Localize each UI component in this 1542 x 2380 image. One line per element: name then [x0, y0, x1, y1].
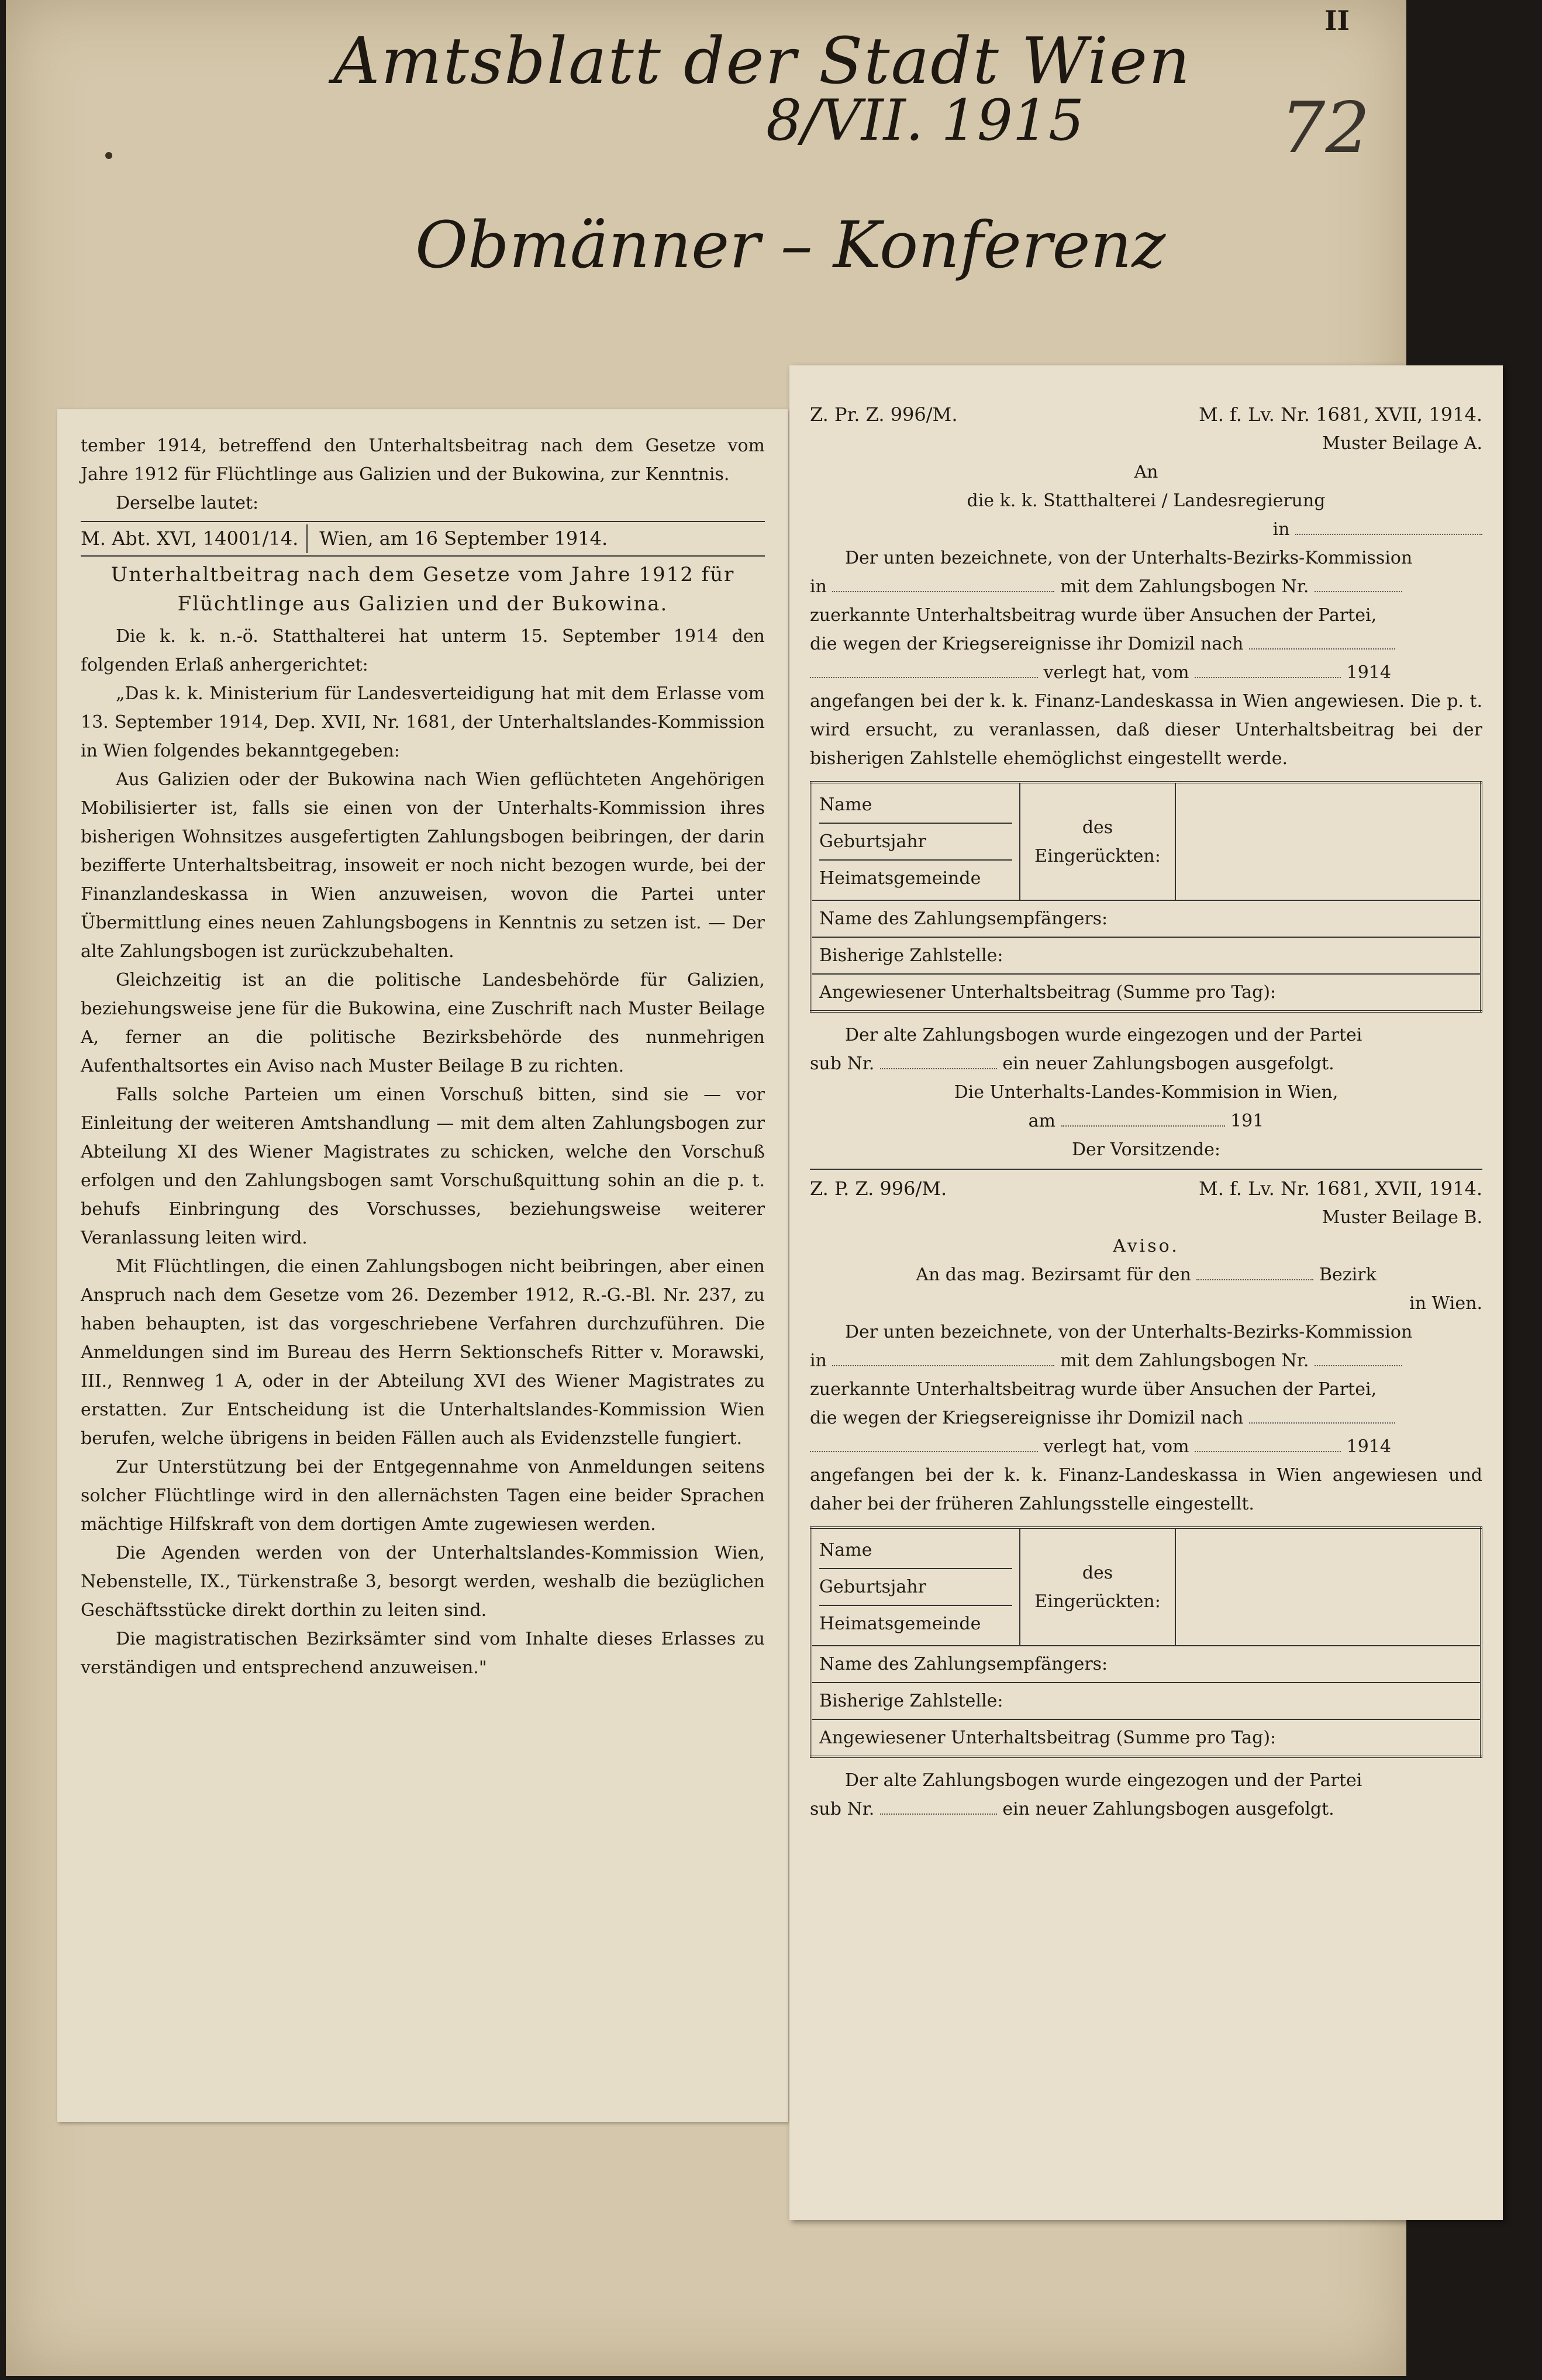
blank-line	[1295, 534, 1482, 535]
form-b-body-2-post: mit dem Zahlungsbogen Nr.	[1060, 1350, 1309, 1371]
form-a-body-3: zuerkannte Unterhaltsbeitrag wurde über Ansuchen der Partei,	[810, 605, 1377, 626]
left-column	[81, 431, 765, 1682]
form-a-label-recipient: Name des Zahlungsempfängers:	[811, 900, 1481, 937]
form-b-closing-2-pre: sub Nr.	[810, 1799, 875, 1819]
paragraph: Falls solche Parteien um einen Vorschuß bitten, sind sie — vor Einleitung der weiteren Amtshandlung — mit dem alten Zahlungsbogen zur Abteilung XI des Wiener Magistrates zu schicken, welche den Vorschuß erfolgen und den Zahlungsbogen samt Vorschußquittung sohin an die p. t. behufs Einbringung des Vorschusses, beziehungsweise weiterer Veranlassung leiten wird.	[81, 1084, 765, 1248]
form-a-in: in	[1272, 519, 1290, 540]
form-a-in-line	[810, 515, 1482, 544]
paragraph: Die magistratischen Bezirksämter sind vom Inhalte dieses Erlasses zu verständigen und entsprechend anzuweisen."	[81, 1629, 765, 1678]
form-b-label-previous-office: Bisherige Zahlstelle:	[811, 1683, 1481, 1719]
form-a-body-1: Der unten bezeichnete, von der Unterhalts-Bezirks-Kommission	[845, 548, 1413, 568]
form-a-closing-2-pre: sub Nr.	[810, 1053, 875, 1074]
blank-line	[832, 1365, 1054, 1366]
handwritten-page-number: 72	[1281, 88, 1370, 169]
form-a-body-4-text: die wegen der Kriegsereignisse ihr Domizil nach	[810, 634, 1244, 654]
paragraph: Zur Unterstützung bei der Entgegennahme von Anmeldungen seitens solcher Flüchtlinge wird in den allernächsten Tagen eine beider Sprachen mächtige Hilfskraft von dem dortigen Amte zugewiesen werden.	[81, 1457, 765, 1535]
form-a-empty-cell	[1175, 782, 1481, 900]
form-a-label-drafted: Eingerückten:	[1034, 845, 1161, 866]
right-column	[810, 400, 1482, 1823]
form-a-person-labels	[811, 782, 1020, 900]
form-b-label-des: des	[1082, 1562, 1113, 1583]
form-b-person-labels	[811, 1528, 1020, 1646]
form-b-body-4	[810, 1404, 1482, 1432]
form-b-body-3: zuerkannte Unterhaltsbeitrag wurde über Ansuchen der Partei,	[810, 1379, 1377, 1400]
form-b-label-recipient: Name des Zahlungsempfängers:	[811, 1646, 1481, 1683]
form-b-body-2	[810, 1346, 1482, 1375]
blank-line	[880, 1068, 997, 1069]
form-a-date-pre: am	[1028, 1111, 1055, 1131]
blank-line	[880, 1814, 997, 1815]
form-b-closing-2	[810, 1795, 1482, 1823]
lead-text: Derselbe lautet:	[116, 493, 259, 513]
form-a-commission: Die Unterhalts-Landes-Kommision in Wien,	[954, 1082, 1339, 1103]
form-b-body-5-text: verlegt hat, vom	[1043, 1436, 1189, 1457]
intro-text: tember 1914, betreffend den Unterhaltsbeitrag nach dem Gesetze vom Jahre 1912 für Flüchtlinge aus Galizien und der Bukowina, zur Kenntnis.	[81, 436, 765, 485]
paragraph: Die Agenden werden von der Unterhaltslandes-Kommission Wien, Nebenstelle, IX., Türkenstraße 3, besorgt werden, weshalb die bezüglichen Geschäftsstücke direkt dorthin zu leiten sind.	[81, 1543, 765, 1621]
form-b-body-4-text: die wegen der Kriegsereignisse ihr Domizil nach	[810, 1408, 1244, 1428]
form-a-closing-2	[810, 1049, 1482, 1078]
form-b-label-amount: Angewiesener Unterhaltsbeitrag (Summe pro Tag):	[811, 1719, 1481, 1757]
paragraph: Gleichzeitig ist an die politische Landesbehörde für Galizien, beziehungsweise jene für die Bukowina, eine Zuschrift nach Muster Beilage A, ferner an die politische Bezirksbehörde des nunmehrigen Aufenthaltsortes ein Aviso nach Muster Beilage B zu richten.	[81, 970, 765, 1076]
form-a-addressee-option1: Statthalterei	[1043, 490, 1156, 511]
handwritten-title: Amtsblatt der Stadt Wien	[333, 23, 1191, 98]
form-b-body-1: Der unten bezeichnete, von der Unterhalts-Bezirks-Kommission	[845, 1322, 1413, 1342]
reference-line	[81, 521, 765, 557]
form-a-to: An	[1134, 462, 1158, 482]
blank-line	[1195, 677, 1341, 678]
form-b-address-post: Bezirk	[1319, 1265, 1377, 1285]
newspaper-clipping-right	[789, 365, 1503, 2220]
form-b-year: 1914	[1346, 1436, 1391, 1457]
blank-line	[1315, 591, 1402, 592]
form-a-body-6: angefangen bei der k. k. Finanz-Landeskassa in Wien angewiesen. Die p. t. wird ersucht, zu veranlassen, daß dieser Unterhaltsbeitrag bei der bisherigen Zahlstelle ehemöglichst eingestellt werde.	[810, 691, 1482, 769]
blank-line	[1249, 648, 1395, 650]
form-b-label-birth-year: Geburtsjahr	[819, 1569, 1012, 1606]
ink-dot	[105, 152, 112, 159]
paragraph: Mit Flüchtlingen, die einen Zahlungsbogen nicht beibringen, aber einen Anspruch nach dem Gesetze vom 26. Dezember 1912, R.-G.-Bl. Nr. 237, zu haben behaupten, ist das vorgeschriebene Verfahren durchzuführen. Die Anmeldungen sind im Bureau des Herrn Sektionschefs Ritter v. Morawski, III., Rennweg 1 A, oder in der Abteilung XVI des Wiener Magistrates zu erstatten. Zur Entscheidung ist die Unterhaltslandes-Kommission Wien berufen, welche übrigens in beiden Fällen auch als Evidenzstelle fungiert.	[81, 1256, 765, 1449]
form-a-body-2	[810, 572, 1482, 601]
blank-line	[810, 1451, 1038, 1452]
form-b-address-pre: An das mag. Bezirsamt für den	[916, 1265, 1191, 1285]
form-a-closing-1: Der alte Zahlungsbogen wurde eingezogen und der Partei	[845, 1025, 1362, 1045]
form-a-date-year: 191	[1230, 1111, 1264, 1131]
form-a-closing-2-post: ein neuer Zahlungsbogen ausgefolgt.	[1002, 1053, 1334, 1074]
form-a-drafted-cell	[1020, 782, 1175, 900]
form-a-label-name: Name	[819, 787, 1012, 824]
form-a-label-home: Heimatsgemeinde	[819, 868, 981, 889]
blank-line	[810, 677, 1038, 678]
form-b-label-drafted: Eingerückten:	[1034, 1591, 1161, 1612]
form-b-header	[810, 1175, 1482, 1203]
form-a-body-4	[810, 630, 1482, 658]
paragraph: „Das k. k. Ministerium für Landesverteidigung hat mit dem Erlasse vom 13. September 1914, Dep. XVII, Nr. 1681, der Unterhaltslandes-Kommission in Wien folgendes bekanntgegeben:	[81, 683, 765, 761]
form-a-table	[810, 781, 1482, 1013]
decree-heading: Unterhaltbeitrag nach dem Gesetze vom Jahre 1912 für Flüchtlinge aus Galizien und der Bukowina.	[111, 563, 735, 616]
handwritten-date: 8/VII. 1915	[766, 88, 1084, 153]
form-a-ref-right: M. f. Lv. Nr. 1681, XVII, 1914.	[1198, 403, 1482, 426]
form-b-empty-cell	[1175, 1528, 1481, 1646]
form-a-body-2-post: mit dem Zahlungsbogen Nr.	[1060, 576, 1309, 597]
form-b-closing-1: Der alte Zahlungsbogen wurde eingezogen und der Partei	[845, 1770, 1362, 1791]
form-b-drafted-cell	[1020, 1528, 1175, 1646]
form-a-body-5	[810, 658, 1482, 687]
form-b-address-city: in Wien.	[1409, 1293, 1482, 1314]
form-b-ref-right: M. f. Lv. Nr. 1681, XVII, 1914.	[1198, 1177, 1482, 1200]
form-a-year: 1914	[1346, 662, 1391, 683]
form-b-body-5	[810, 1432, 1482, 1461]
form-a-label-previous-office: Bisherige Zahlstelle:	[811, 937, 1481, 974]
form-b-table	[810, 1526, 1482, 1758]
form-a-body-2-pre: in	[810, 576, 827, 597]
blank-line	[1196, 1279, 1313, 1280]
form-b-address	[810, 1260, 1482, 1289]
form-separator	[810, 1169, 1482, 1170]
paragraph: Die k. k. n.-ö. Statthalterei hat unterm 15. September 1914 den folgenden Erlaß anhergerichtet:	[81, 626, 765, 675]
form-b-sample-label: Muster Beilage B.	[1322, 1207, 1482, 1228]
form-a-chairman: Der Vorsitzende:	[1072, 1139, 1220, 1160]
blank-line	[1061, 1125, 1225, 1127]
form-a-label-birth-year: Geburtsjahr	[819, 824, 1012, 861]
form-a-label-amount: Angewiesener Unterhaltsbeitrag (Summe pro Tag):	[811, 974, 1481, 1011]
blank-line	[1195, 1451, 1341, 1452]
form-a-addressee-prefix: die k. k.	[967, 490, 1038, 511]
form-a-sample-label: Muster Beilage A.	[1322, 433, 1482, 454]
form-a-header	[810, 400, 1482, 429]
newspaper-clipping-left	[57, 409, 788, 2122]
form-a-addressee: die k. k. Statthalterei / Landesregierung	[967, 490, 1326, 511]
handwritten-subject: Obmänner – Konferenz	[415, 208, 1166, 282]
form-b-title: Aviso.	[1113, 1236, 1179, 1256]
form-a-ref-left: Z. Pr. Z. 996/M.	[810, 403, 958, 426]
blank-line	[1315, 1365, 1402, 1366]
form-b-closing-2-post: ein neuer Zahlungsbogen ausgefolgt.	[1002, 1799, 1334, 1819]
form-b-label-name: Name	[819, 1532, 1012, 1569]
corner-mark: II	[1324, 5, 1350, 36]
form-a-addressee-option2: Landesregierung	[1173, 490, 1326, 511]
reference-number: M. Abt. XVI, 14001/14.	[81, 524, 308, 553]
blank-line	[1249, 1422, 1395, 1424]
form-a-body-5-text: verlegt hat, vom	[1043, 662, 1189, 683]
form-a-label-des: des	[1082, 817, 1113, 838]
form-a-date-line	[810, 1107, 1482, 1135]
form-b-body-6: angefangen bei der k. k. Finanz-Landeskassa in Wien angewiesen und daher bei der früheren Zahlungsstelle eingestellt.	[810, 1465, 1482, 1514]
form-b-label-home: Heimatsgemeinde	[819, 1614, 981, 1634]
blank-line	[832, 591, 1054, 592]
paragraph: Aus Galizien oder der Bukowina nach Wien geflüchteten Angehörigen Mobilisierter ist, falls sie einen von der Unterhalts-Kommission ihres bisherigen Wohnsitzes ausgefertigten Zahlungsbogen beibringen, der darin bezifferte Unterhaltsbeitrag, insoweit er noch nicht bezogen wurde, bei der Finanzlandeskassa in Wien anzuweisen, wovon die Partei unter Übermittlung eines neuen Zahlungsbogens in Kenntnis zu setzen ist. — Der alte Zahlungsbogen ist zurückzubehalten.	[81, 769, 765, 962]
form-b-body-2-pre: in	[810, 1350, 827, 1371]
form-b-ref-left: Z. P. Z. 996/M.	[810, 1177, 947, 1200]
reference-place-date: Wien, am 16 September 1914.	[319, 527, 608, 550]
